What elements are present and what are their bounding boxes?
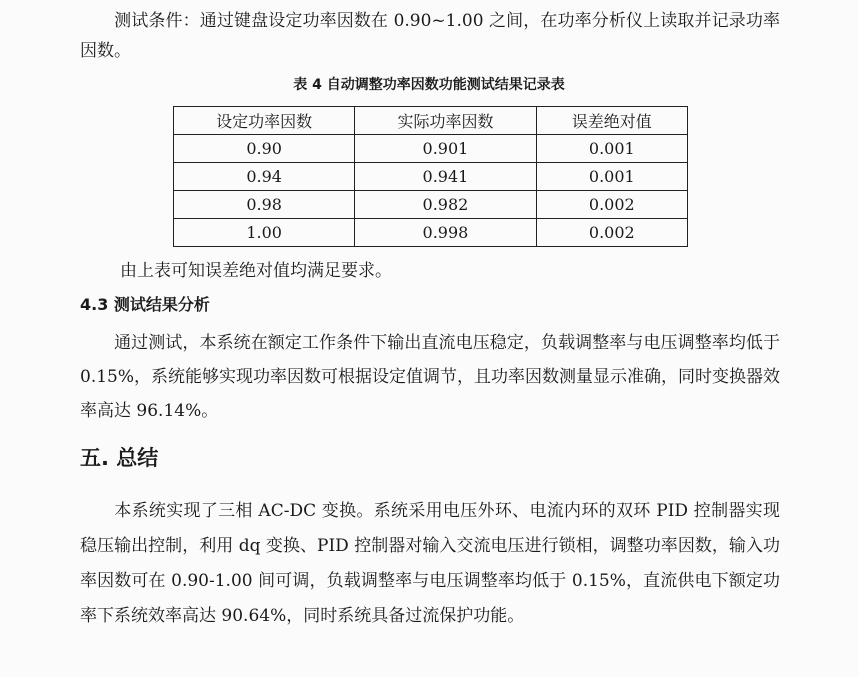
table-cell: 0.94 [174,163,355,191]
table-cell: 0.002 [536,219,687,247]
table-cell: 0.001 [536,135,687,163]
table-row [174,219,688,247]
table-cell: 0.90 [174,135,355,163]
table-cell: 0.001 [536,163,687,191]
summary-paragraph [80,494,780,634]
table-row [174,191,688,219]
table-row [174,135,688,163]
table-caption: 表 4 自动调整功率因数功能测试结果记录表 [293,77,565,93]
chapter-heading: 五. 总结 [80,446,159,470]
table-cell: 0.901 [355,135,536,163]
summary-text: 本系统实现了三相 AC-DC 变换。系统采用电压外环、电流内环的双环 PID 控制器实现稳压输出控制，利用 dq 变换、PID 控制器对输入交流电压进行锁相，调整功率因数，输入功率因数可在 0.90-1.00 间可调，负载调整率与电压调整率均低于 0.15%，直流供电下额定功率下系统效率高达 90.64%，同时系统具备过流保护功能。 [80,501,780,626]
analysis-paragraph [80,326,780,428]
table-conclusion: 由上表可知误差绝对值均满足要求。 [120,261,392,281]
column-header: 误差绝对值 [536,107,687,135]
table-cell: 0.998 [355,219,536,247]
column-header: 设定功率因数 [174,107,355,135]
table-cell: 0.982 [355,191,536,219]
table-cell: 1.00 [174,219,355,247]
column-header: 实际功率因数 [355,107,536,135]
test-condition-paragraph [80,6,780,66]
results-table [173,106,688,247]
table-row [174,163,688,191]
analysis-text: 通过测试，本系统在额定工作条件下输出直流电压稳定，负载调整率与电压调整率均低于 0.15%，系统能够实现功率因数可根据设定值调节，且功率因数测量显示准确，同时变换器效率高达 96.14%。 [80,333,781,421]
table-cell: 0.941 [355,163,536,191]
section-heading: 4.3 测试结果分析 [80,295,210,314]
table-cell: 0.98 [174,191,355,219]
table-cell: 0.002 [536,191,687,219]
table-header-row [174,107,688,135]
test-condition-text: 测试条件：通过键盘设定功率因数在 0.90~1.00 之间，在功率分析仪上读取并记录功率因数。 [80,11,780,61]
